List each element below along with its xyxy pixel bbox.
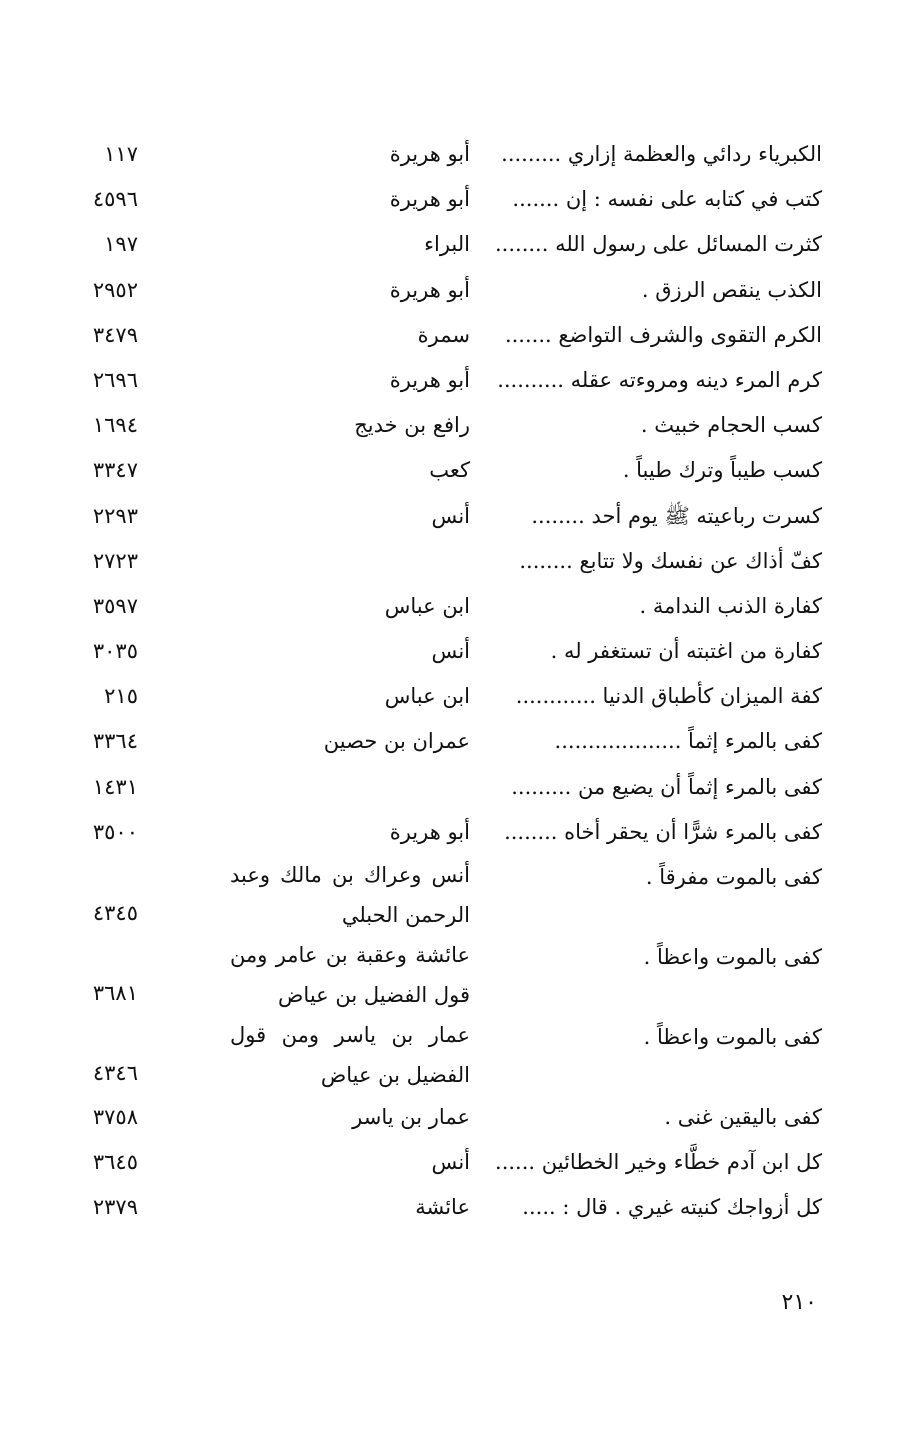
index-row — [48, 1015, 822, 1095]
hadith-number: ٣٣٤٧ — [92, 458, 138, 483]
hadith-number: ٣٣٦٤ — [92, 729, 138, 754]
hadith-text: كتب في كتابه على نفسه : إن ....... — [512, 187, 822, 212]
index-row — [48, 313, 822, 358]
narrator: أبو هريرة — [389, 819, 470, 844]
index-row — [48, 629, 822, 674]
hadith-text: كل ابن آدم خطَّاء وخير الخطائين ...... — [495, 1150, 822, 1175]
hadith-text: كثرت المسائل على رسول الله ........ — [495, 232, 822, 257]
hadith-number: ٢٢٩٣ — [92, 503, 138, 528]
narrator: كعب — [429, 458, 470, 483]
index-row — [48, 132, 822, 177]
hadith-number: ٤٣٤٦ — [92, 1061, 138, 1085]
hadith-number: ٣٦٤٥ — [92, 1150, 138, 1175]
hadith-number: ١٤٣١ — [92, 774, 138, 799]
index-row — [48, 448, 822, 493]
narrator: سمرة — [417, 322, 470, 347]
narrator: ابن عباس — [384, 684, 470, 709]
hadith-number: ٣٧٥٨ — [92, 1105, 138, 1129]
index-row — [48, 268, 822, 313]
hadith-number: ٤٥٩٦ — [92, 187, 138, 212]
hadith-text: كفى بالمرء إثماً أن يضيع من ......... — [511, 774, 822, 799]
hadith-text: الكذب ينقص الرزق . — [641, 277, 822, 302]
hadith-text: كفى بالمرء شرًّا أن يحقر أخاه ........ — [504, 819, 822, 844]
hadith-number: ٣٥٩٧ — [92, 593, 138, 618]
hadith-number: ٤٣٤٥ — [92, 901, 138, 925]
narrator: أنس — [431, 503, 470, 528]
hadith-text: كفّ أذاك عن نفسك ولا تتابع ........ — [519, 548, 822, 573]
narrator: عمار بن ياسر — [352, 1105, 470, 1129]
hadith-number: ٢٧٢٣ — [92, 548, 138, 573]
hadith-number: ١٩٧ — [104, 232, 138, 257]
hadith-number: ٣٥٠٠ — [92, 819, 138, 844]
hadith-index-table — [48, 132, 822, 1231]
index-row — [48, 1185, 822, 1230]
index-row — [48, 494, 822, 539]
index-row — [48, 403, 822, 448]
hadith-number: ٣٤٧٩ — [92, 322, 138, 347]
index-row — [48, 765, 822, 810]
narrator: أنس — [431, 1150, 470, 1175]
narrator: ابن عباس — [384, 593, 470, 618]
narrator: أنس وعراك بن مالك وعبد الرحمن الحبلي — [230, 863, 470, 927]
index-row — [48, 810, 822, 855]
hadith-text: كفة الميزان كأطباق الدنيا ............ — [515, 684, 822, 709]
hadith-number: ٢١٥ — [104, 684, 138, 709]
index-row — [48, 1095, 822, 1140]
hadith-text: كفى بالمرء إثماً ................... — [554, 729, 822, 754]
narrator: أبو هريرة — [389, 277, 470, 302]
hadith-number: ٣٦٨١ — [92, 981, 138, 1005]
index-row — [48, 1140, 822, 1185]
index-row — [48, 222, 822, 267]
index-row — [48, 177, 822, 222]
hadith-number: ٣٠٣٥ — [92, 639, 138, 664]
narrator: عائشة — [415, 1195, 470, 1220]
hadith-text: كرم المرء دينه ومروءته عقله .......... — [497, 367, 822, 392]
index-row — [48, 674, 822, 719]
hadith-text: كل أزواجك كنيته غيري . قال : ..... — [522, 1195, 822, 1220]
narrator: أنس — [431, 639, 470, 664]
index-row — [48, 539, 822, 584]
index-row — [48, 855, 822, 935]
hadith-text: كسب طيباً وترك طيباً . — [622, 458, 822, 483]
narrator: عمران بن حصين — [323, 729, 470, 754]
hadith-number: ١٦٩٤ — [92, 413, 138, 438]
narrator: أبو هريرة — [389, 367, 470, 392]
narrator: عائشة وعقبة بن عامر ومن قول الفضيل بن عياض — [230, 943, 470, 1007]
hadith-text: الكرم التقوى والشرف التواضع ....... — [504, 322, 822, 347]
hadith-text: كفارة الذنب الندامة . — [639, 593, 822, 618]
index-row — [48, 584, 822, 629]
hadith-text: كفى بالموت واعظاً . — [643, 1025, 822, 1049]
index-row — [48, 935, 822, 1015]
hadith-number: ٢٦٩٦ — [92, 367, 138, 392]
hadith-text: كسرت رباعيته ﷺ يوم أحد ........ — [531, 503, 822, 528]
narrator: أبو هريرة — [389, 142, 470, 166]
page-number: ٢١٠ — [781, 1290, 817, 1315]
hadith-number: ٢٣٧٩ — [92, 1195, 138, 1220]
hadith-text: كفارة من اغتبته أن تستغفر له . — [550, 639, 822, 664]
hadith-text: الكبرياء ردائي والعظمة إزاري ......... — [501, 142, 822, 166]
index-row — [48, 358, 822, 403]
hadith-text: كفى بالموت واعظاً . — [643, 945, 822, 969]
hadith-text: كفى بالموت مفرقاً . — [645, 865, 822, 889]
narrator: رافع بن خديج — [354, 413, 470, 438]
index-row — [48, 719, 822, 764]
hadith-number: ٢٩٥٢ — [92, 277, 138, 302]
narrator: عمار بن ياسر ومن قول الفضيل بن عياض — [230, 1023, 470, 1087]
hadith-text: كسب الحجام خبيث . — [640, 413, 822, 438]
narrator: البراء — [424, 232, 470, 257]
hadith-text: كفى باليقين غنى . — [664, 1105, 822, 1129]
hadith-number: ١١٧ — [104, 142, 138, 166]
narrator: أبو هريرة — [389, 187, 470, 212]
